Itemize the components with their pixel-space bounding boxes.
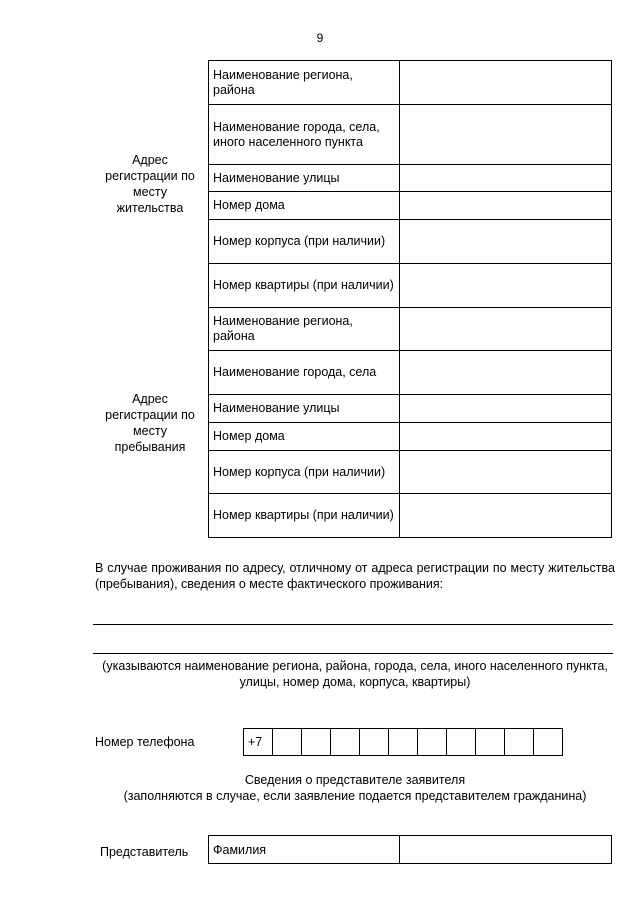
stay-region-label: Наименование региона, района — [209, 308, 400, 351]
stay-building-label: Номер корпуса (при наличии) — [209, 451, 400, 494]
stay-building-field[interactable] — [400, 451, 612, 494]
residence-building-label: Номер корпуса (при наличии) — [209, 220, 400, 264]
residence-house-field[interactable] — [400, 192, 612, 220]
residence-city-field[interactable] — [400, 105, 612, 165]
phone-digit-cell[interactable] — [418, 729, 447, 755]
representative-section — [95, 772, 615, 804]
stay-region-field[interactable] — [400, 308, 612, 351]
phone-digit-cell[interactable] — [273, 729, 302, 755]
residence-region-field[interactable] — [400, 61, 612, 105]
phone-digit-cell[interactable] — [534, 729, 563, 755]
phone-digit-cell[interactable] — [360, 729, 389, 755]
phone-digit-cell[interactable] — [505, 729, 534, 755]
stay-house-field[interactable] — [400, 423, 612, 451]
residence-city-label: Наименование города, села, иного населенного пункта — [209, 105, 400, 165]
phone-prefix: +7 — [244, 729, 273, 755]
actual-address-hint: (указываются наименование региона, района, города, села, иного населенного пункта, улицы, номер дома, корпуса, квартиры) — [102, 659, 608, 689]
residence-region-label: Наименование региона, района — [209, 61, 400, 105]
representative-surname-field[interactable] — [400, 836, 612, 864]
stay-city-field[interactable] — [400, 351, 612, 395]
residence-house-label: Номер дома — [209, 192, 400, 220]
stay-street-field[interactable] — [400, 395, 612, 423]
representative-label: Представитель — [100, 845, 189, 859]
residence-building-field[interactable] — [400, 220, 612, 264]
representative-note: (заполняются в случае, если заявление подается представителем гражданина) — [123, 789, 587, 803]
representative-table — [208, 835, 612, 864]
residence-apartment-label: Номер квартиры (при наличии) — [209, 264, 400, 308]
representative-surname-label: Фамилия — [209, 836, 400, 864]
residence-street-label: Наименование улицы — [209, 165, 400, 192]
phone-field[interactable] — [243, 728, 563, 756]
phone-digit-cell[interactable] — [389, 729, 418, 755]
address-table — [208, 60, 612, 538]
actual-address-line-2[interactable] — [93, 653, 613, 654]
stay-street-label: Наименование улицы — [209, 395, 400, 423]
actual-address-text: В случае проживания по адресу, отличному от адреса регистрации по месту жительства (пребывания), сведения о месте фактического проживания: — [95, 561, 615, 591]
phone-digit-cell[interactable] — [302, 729, 331, 755]
actual-address-line-1[interactable] — [93, 624, 613, 625]
phone-digit-cell[interactable] — [331, 729, 360, 755]
residence-street-field[interactable] — [400, 165, 612, 192]
phone-digit-cell[interactable] — [447, 729, 476, 755]
phone-digit-cell[interactable] — [476, 729, 505, 755]
stay-city-label: Наименование города, села — [209, 351, 400, 395]
stay-block-label: Адрес регистрации по месту пребывания — [105, 392, 195, 454]
residence-apartment-field[interactable] — [400, 264, 612, 308]
residence-block-label: Адрес регистрации по месту жительства — [105, 153, 195, 215]
stay-apartment-label: Номер квартиры (при наличии) — [209, 494, 400, 538]
page-number: 9 — [316, 31, 324, 45]
stay-house-label: Номер дома — [209, 423, 400, 451]
representative-heading: Сведения о представителе заявителя — [244, 773, 466, 787]
phone-label: Номер телефона — [95, 735, 195, 749]
stay-apartment-field[interactable] — [400, 494, 612, 538]
